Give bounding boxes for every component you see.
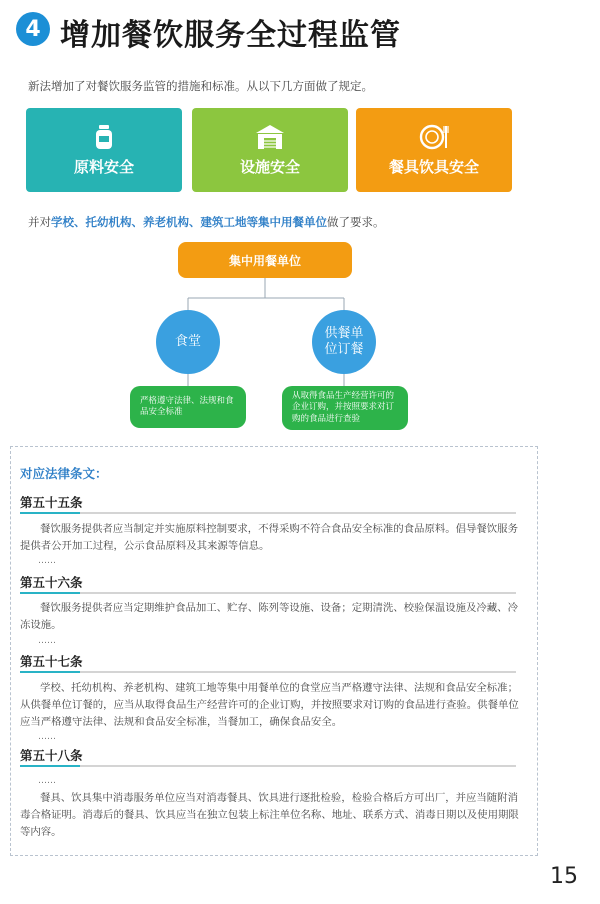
diagram-root-node: 集中用餐单位: [178, 242, 352, 278]
diagram-note-catering: 从取得食品生产经营许可的企业订购，并按照要求对订购的食品进行查验: [282, 386, 408, 430]
article-text: 餐具、饮具集中消毒服务单位应当对消毒餐具、饮具进行逐批检验，检验合格后方可出厂，并应当随附消毒合格证明。消毒后的餐具、饮具应当在独立包装上标注单位名称、地址、联系方式、消毒日期以及使用期限等内容。: [20, 792, 519, 838]
diagram-note-canteen: 严格遵守法律、法规和食品安全标准: [130, 386, 246, 428]
page-title: 增加餐饮服务全过程监管: [60, 18, 401, 53]
page-number: 15: [550, 864, 578, 889]
article-title: 第五十五条: [20, 495, 83, 510]
card-label: 餐具饮具安全: [388, 157, 479, 176]
diagram-node-catering: [312, 310, 376, 374]
card-label: 设施安全: [239, 157, 300, 176]
article-text: 学校、托幼机构、养老机构、建筑工地等集中用餐单位的食堂应当严格遵守法律、法规和食品安全标准；从供餐单位订餐的，应当从取得食品生产经营许可的企业订购，并按照要求对订购的食品进行查验。供餐单位应当严格遵守法律、法规和食品安全标准，当餐加工，确保食品安全。: [20, 682, 519, 728]
diagram-node-label: 供餐单位订餐: [324, 325, 364, 357]
article-text: 餐饮服务提供者应当定期维护食品加工、贮存、陈列等设施、设备；定期清洗、校验保温设施及冷藏、冷冻设施。: [20, 602, 518, 631]
requirement-suffix: 做了要求。: [327, 215, 385, 229]
article-divider: [20, 671, 516, 673]
article-title: 第五十七条: [20, 654, 83, 669]
ellipsis: ……: [38, 636, 56, 646]
article-title: 第五十八条: [20, 748, 83, 763]
article-title: 第五十六条: [20, 575, 83, 590]
ellipsis: ……: [38, 732, 56, 742]
article-divider: [20, 512, 516, 514]
diagram-node-canteen: 食堂: [156, 310, 220, 374]
intro-text: 新法增加了对餐饮服务监管的措施和标准。从以下几方面做了规定。: [28, 79, 373, 93]
requirement-highlight: 学校、托幼机构、养老机构、建筑工地等集中用餐单位: [51, 215, 327, 229]
legal-section-title: 对应法律条文：: [20, 466, 108, 481]
ellipsis: ……: [38, 776, 56, 786]
article-text: 餐饮服务提供者应当制定并实施原料控制要求，不得采购不符合食品安全标准的食品原料。倡导餐饮服务提供者公开加工过程，公示食品原料及其来源等信息。: [20, 523, 518, 552]
section-number-badge: 4: [16, 12, 50, 46]
article-divider: [20, 592, 516, 594]
card-label: 原料安全: [73, 157, 134, 176]
requirement-prefix: 并对: [28, 215, 51, 229]
ellipsis: ……: [38, 556, 56, 566]
article-divider: [20, 765, 516, 767]
